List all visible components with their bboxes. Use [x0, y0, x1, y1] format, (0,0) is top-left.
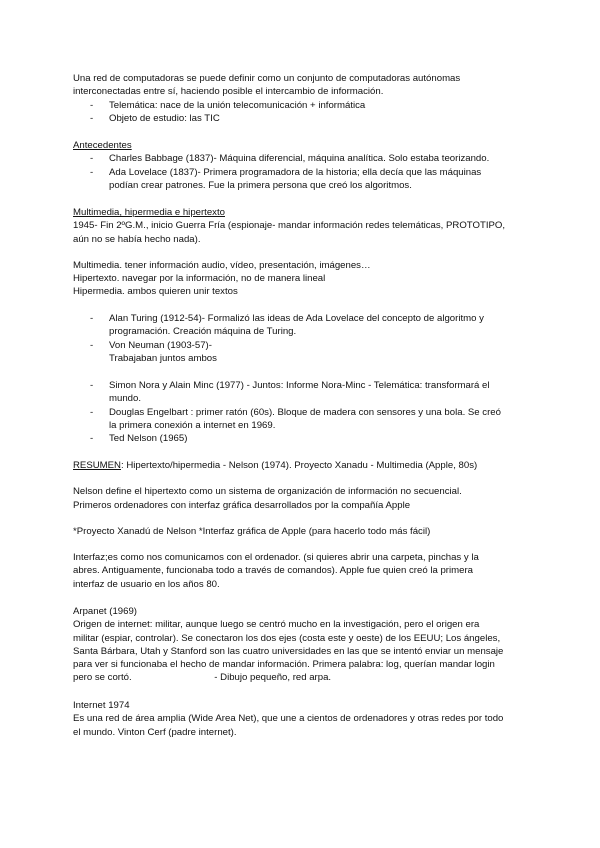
paragraph-line: abres. Antiguamente, funcionaba todo a través de comandos). Apple fue quien creó la primera — [73, 565, 473, 577]
paragraph-line: Santa Bárbara, Utah y Stanford son las cuatro universidades en las que se intentó enviar un mensaje — [73, 645, 504, 657]
section-heading: Arpanet (1969) — [73, 606, 137, 617]
paragraph-line: interfaz de usuario en los años 80. — [73, 578, 220, 590]
list-item: - Douglas Engelbart : primer ratón (60s). Bloque de madera con sensores y una bola. Se creó la primera conexión a internet en 1969. — [73, 406, 533, 433]
paragraph-line: Es una red de área amplia (Wide Area Net), que une a cientos de ordenadores y otras redes por todo — [73, 713, 504, 725]
intro-section — [73, 72, 533, 125]
paragraph-line: aún no se había hecho nada). — [73, 233, 201, 245]
paragraph-line: Origen de internet: militar, aunque luego se centró mucho en la investigación, pero el origen era — [73, 619, 480, 631]
list-item: - Simon Nora y Alain Minc (1977) - Juntos: Informe Nora-Minc - Telemática: transformará el mundo. — [73, 379, 533, 406]
definition-line: Hipermedia. ambos quieren unir textos — [73, 286, 238, 298]
list-item: - Von Neuman (1903-57)- Trabajaban juntos ambos — [73, 339, 533, 366]
section-heading: Antecedentes — [73, 140, 132, 151]
resumen-line: RESUMEN: Hipertexto/hipermedia - Nelson (1974). Proyecto Xanadu - Multimedia (Apple, 80s) — [73, 460, 478, 471]
definition-line: Multimedia. tener información audio, vídeo, presentación, imágenes… — [73, 259, 371, 271]
paragraph-line: *Proyecto Xanadú de Nelson *Interfaz gráfica de Apple (para hacerlo todo más fácil) — [73, 525, 431, 537]
list-item: - Telemática: nace de la unión telecomunicación + informática — [73, 99, 533, 112]
definition-line: Hipertexto. navegar por la información, no de manera lineal — [73, 273, 326, 285]
list-item: - Objeto de estudio: las TIC — [73, 112, 533, 125]
antecedentes-list — [73, 152, 533, 192]
paragraph-line: militar (espiar, controlar). Se conectaron los dos ejes (costa este y oeste) de los EEUU; Los ángeles, — [73, 632, 501, 644]
internet-section — [73, 699, 533, 739]
paragraph-line: pero se cortó. - Dibujo pequeño, red arpa. — [73, 672, 332, 684]
intro-list — [73, 99, 533, 126]
paragraph-line: Nelson define el hipertexto como un sistema de organización de información no secuencial. — [73, 486, 462, 498]
paragraph-line: Interfaz;es como nos comunicamos con el ordenador. (si quieres abrir una carpeta, pinchas y la — [73, 552, 479, 564]
arpanet-section — [73, 605, 533, 685]
list-item: - Charles Babbage (1837)- Máquina diferencial, máquina analítica. Solo estaba teorizando. — [73, 152, 533, 165]
paragraph-line: para ver si funcionaba el hecho de mandar información. Primera palabra: log, querían mandar login — [73, 659, 495, 671]
resumen-label: RESUMEN — [73, 460, 121, 471]
resumen-section — [73, 459, 533, 591]
multimedia-section — [73, 206, 533, 299]
list-item: - Ted Nelson (1965) — [73, 432, 533, 445]
paragraph-line: Primeros ordenadores con interfaz gráfica desarrollados por la compañía Apple — [73, 499, 411, 511]
list-item: - Alan Turing (1912-54)- Formalizó las ideas de Ada Lovelace del concepto de algoritmo y programación. Creación máquina de Turing. — [73, 312, 533, 339]
people-list-1 — [73, 312, 533, 365]
paragraph-line: el mundo. Vinton Cerf (padre internet). — [73, 726, 237, 738]
antecedentes-section — [73, 139, 533, 192]
paragraph-line: 1945- Fin 2ºG.M., inicio Guerra Fría (espionaje- mandar información redes telemáticas, PROTOTIPO, — [73, 220, 506, 232]
intro-line: interconectadas entre sí, haciendo posible el intercambio de información. — [73, 86, 384, 98]
section-heading: Multimedia, hipermedia e hipertexto — [73, 207, 225, 218]
section-heading: Internet 1974 — [73, 700, 130, 711]
people-list-2 — [73, 379, 533, 445]
list-item: - Ada Lovelace (1837)- Primera programadora de la historia; ella decía que las máquinas podían crear patrones. Fue la primera persona que creó los algoritmos. — [73, 166, 533, 193]
intro-line: Una red de computadoras se puede definir como un conjunto de computadoras autónomas — [73, 73, 461, 84]
